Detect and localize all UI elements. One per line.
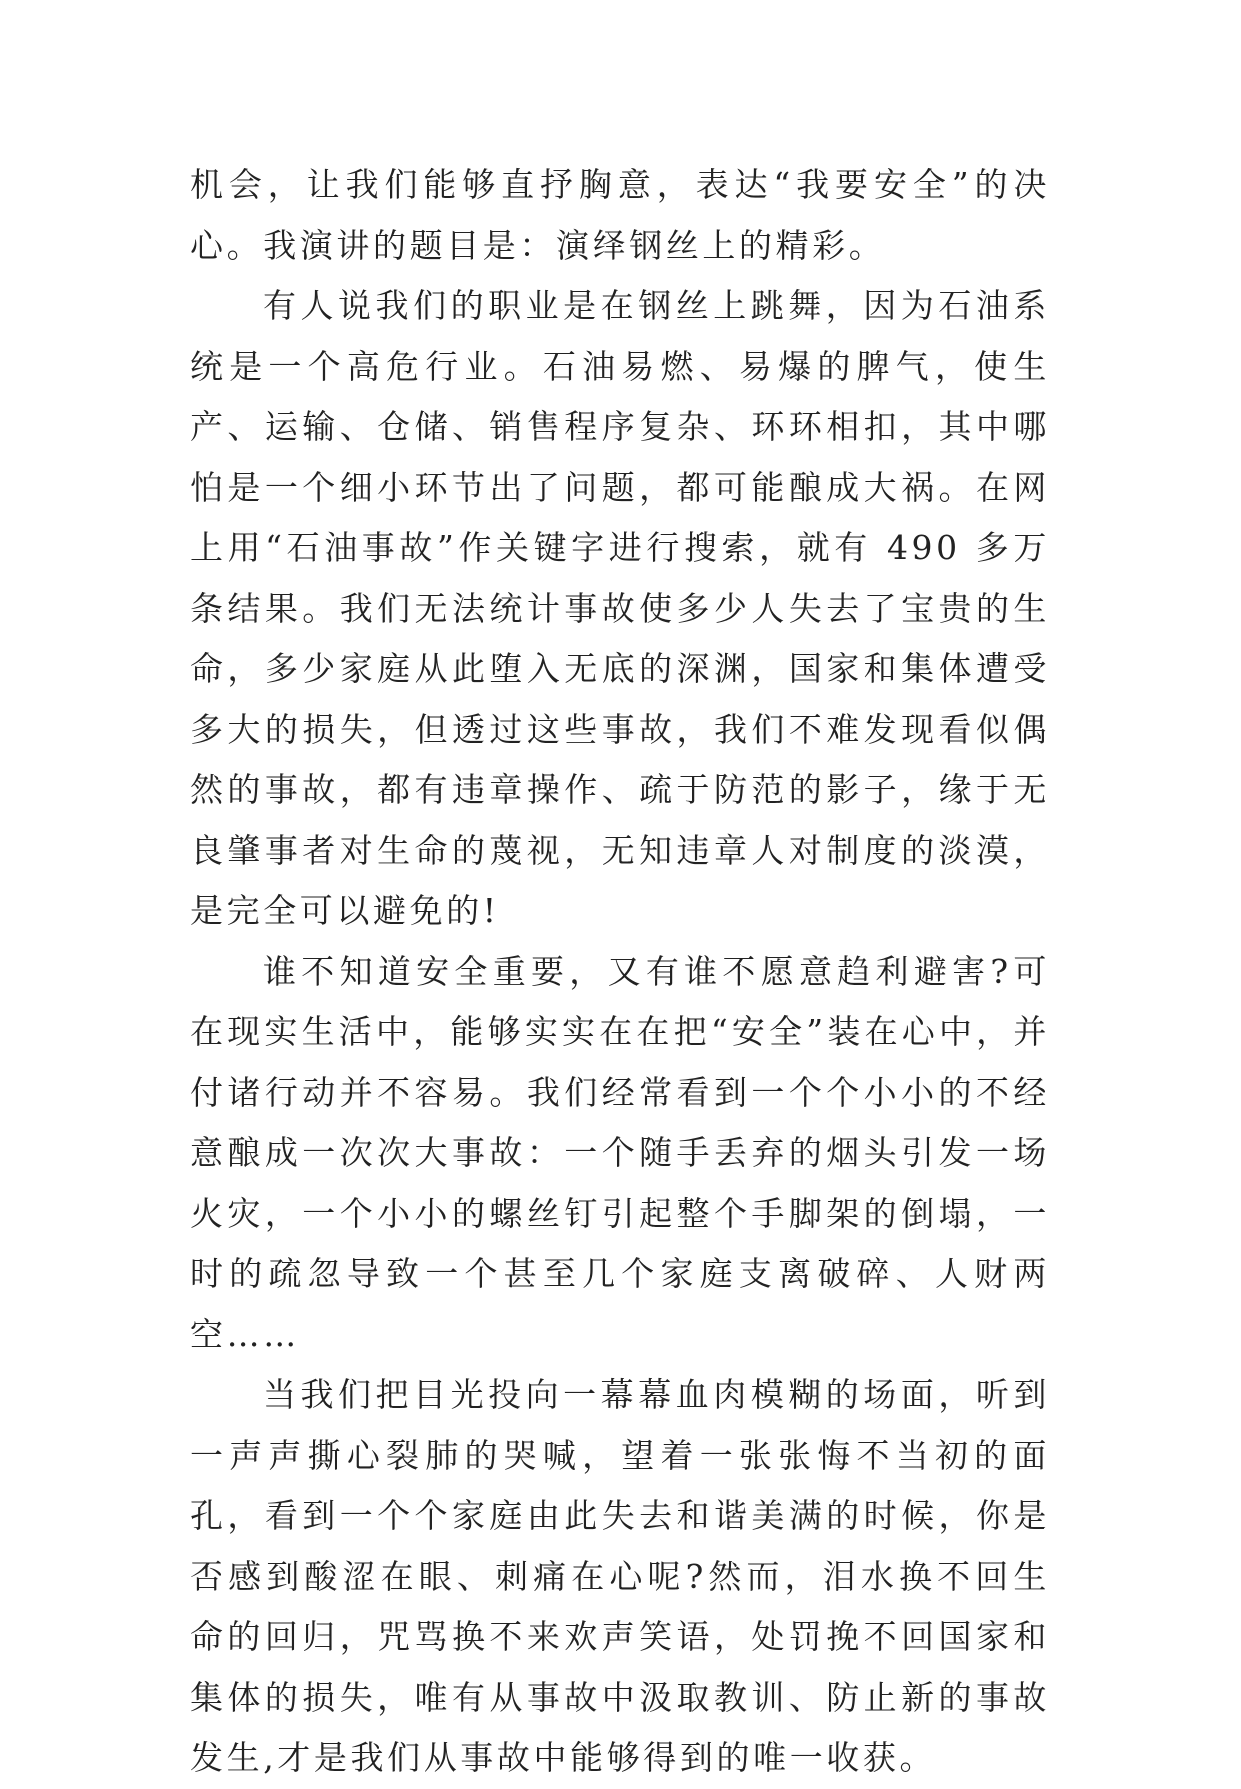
- paragraph-1: 机会，让我们能够直抒胸意，表达“我要安全”的决心。我演讲的题目是：演绎钢丝上的精彩。: [190, 165, 1050, 265]
- paragraph-2: 有人说我们的职业是在钢丝上跳舞，因为石油系统是一个高危行业。石油易燃、易爆的脾气，使生产、运输、仓储、销售程序复杂、环环相扣，其中哪怕是一个细小环节出了问题，都可能酿成大祸。在网上用“石油事故”作关键字进行搜索，就有 490 多万条结果。我们无法统计事故使多少人失去了宝贵的生命，多少家庭从此堕入无底的深渊，国家和集体遭受多大的损失，但透过这些事故，我们不难发现看似偶然的事故，都有违章操作、疏于防范的影子，缘于无良肇事者对生命的蔑视，无知违章人对制度的淡漠，是完全可以避免的!: [190, 286, 1050, 930]
- paragraph-3: 谁不知道安全重要，又有谁不愿意趋利避害?可在现实生活中，能够实实在在把“安全”装在心中，并付诸行动并不容易。我们经常看到一个个小小的不经意酿成一次次大事故：一个随手丢弃的烟头引发一场火灾，一个小小的螺丝钉引起整个手脚架的倒塌，一时的疏忽导致一个甚至几个家庭支离破碎、人财两空……: [190, 951, 1050, 1354]
- document-body: [190, 155, 1050, 1789]
- paragraph-4: 当我们把目光投向一幕幕血肉模糊的场面，听到一声声撕心裂肺的哭喊，望着一张张悔不当初的面孔，看到一个个家庭由此失去和谐美满的时候，你是否感到酸涩在眼、刺痛在心呢?然而，泪水换不回生命的回归，咒骂换不来欢声笑语，处罚挽不回国家和集体的损失，唯有从事故中汲取教训、防止新的事故发生,才是我们从事故中能够得到的唯一收获。: [190, 1375, 1050, 1777]
